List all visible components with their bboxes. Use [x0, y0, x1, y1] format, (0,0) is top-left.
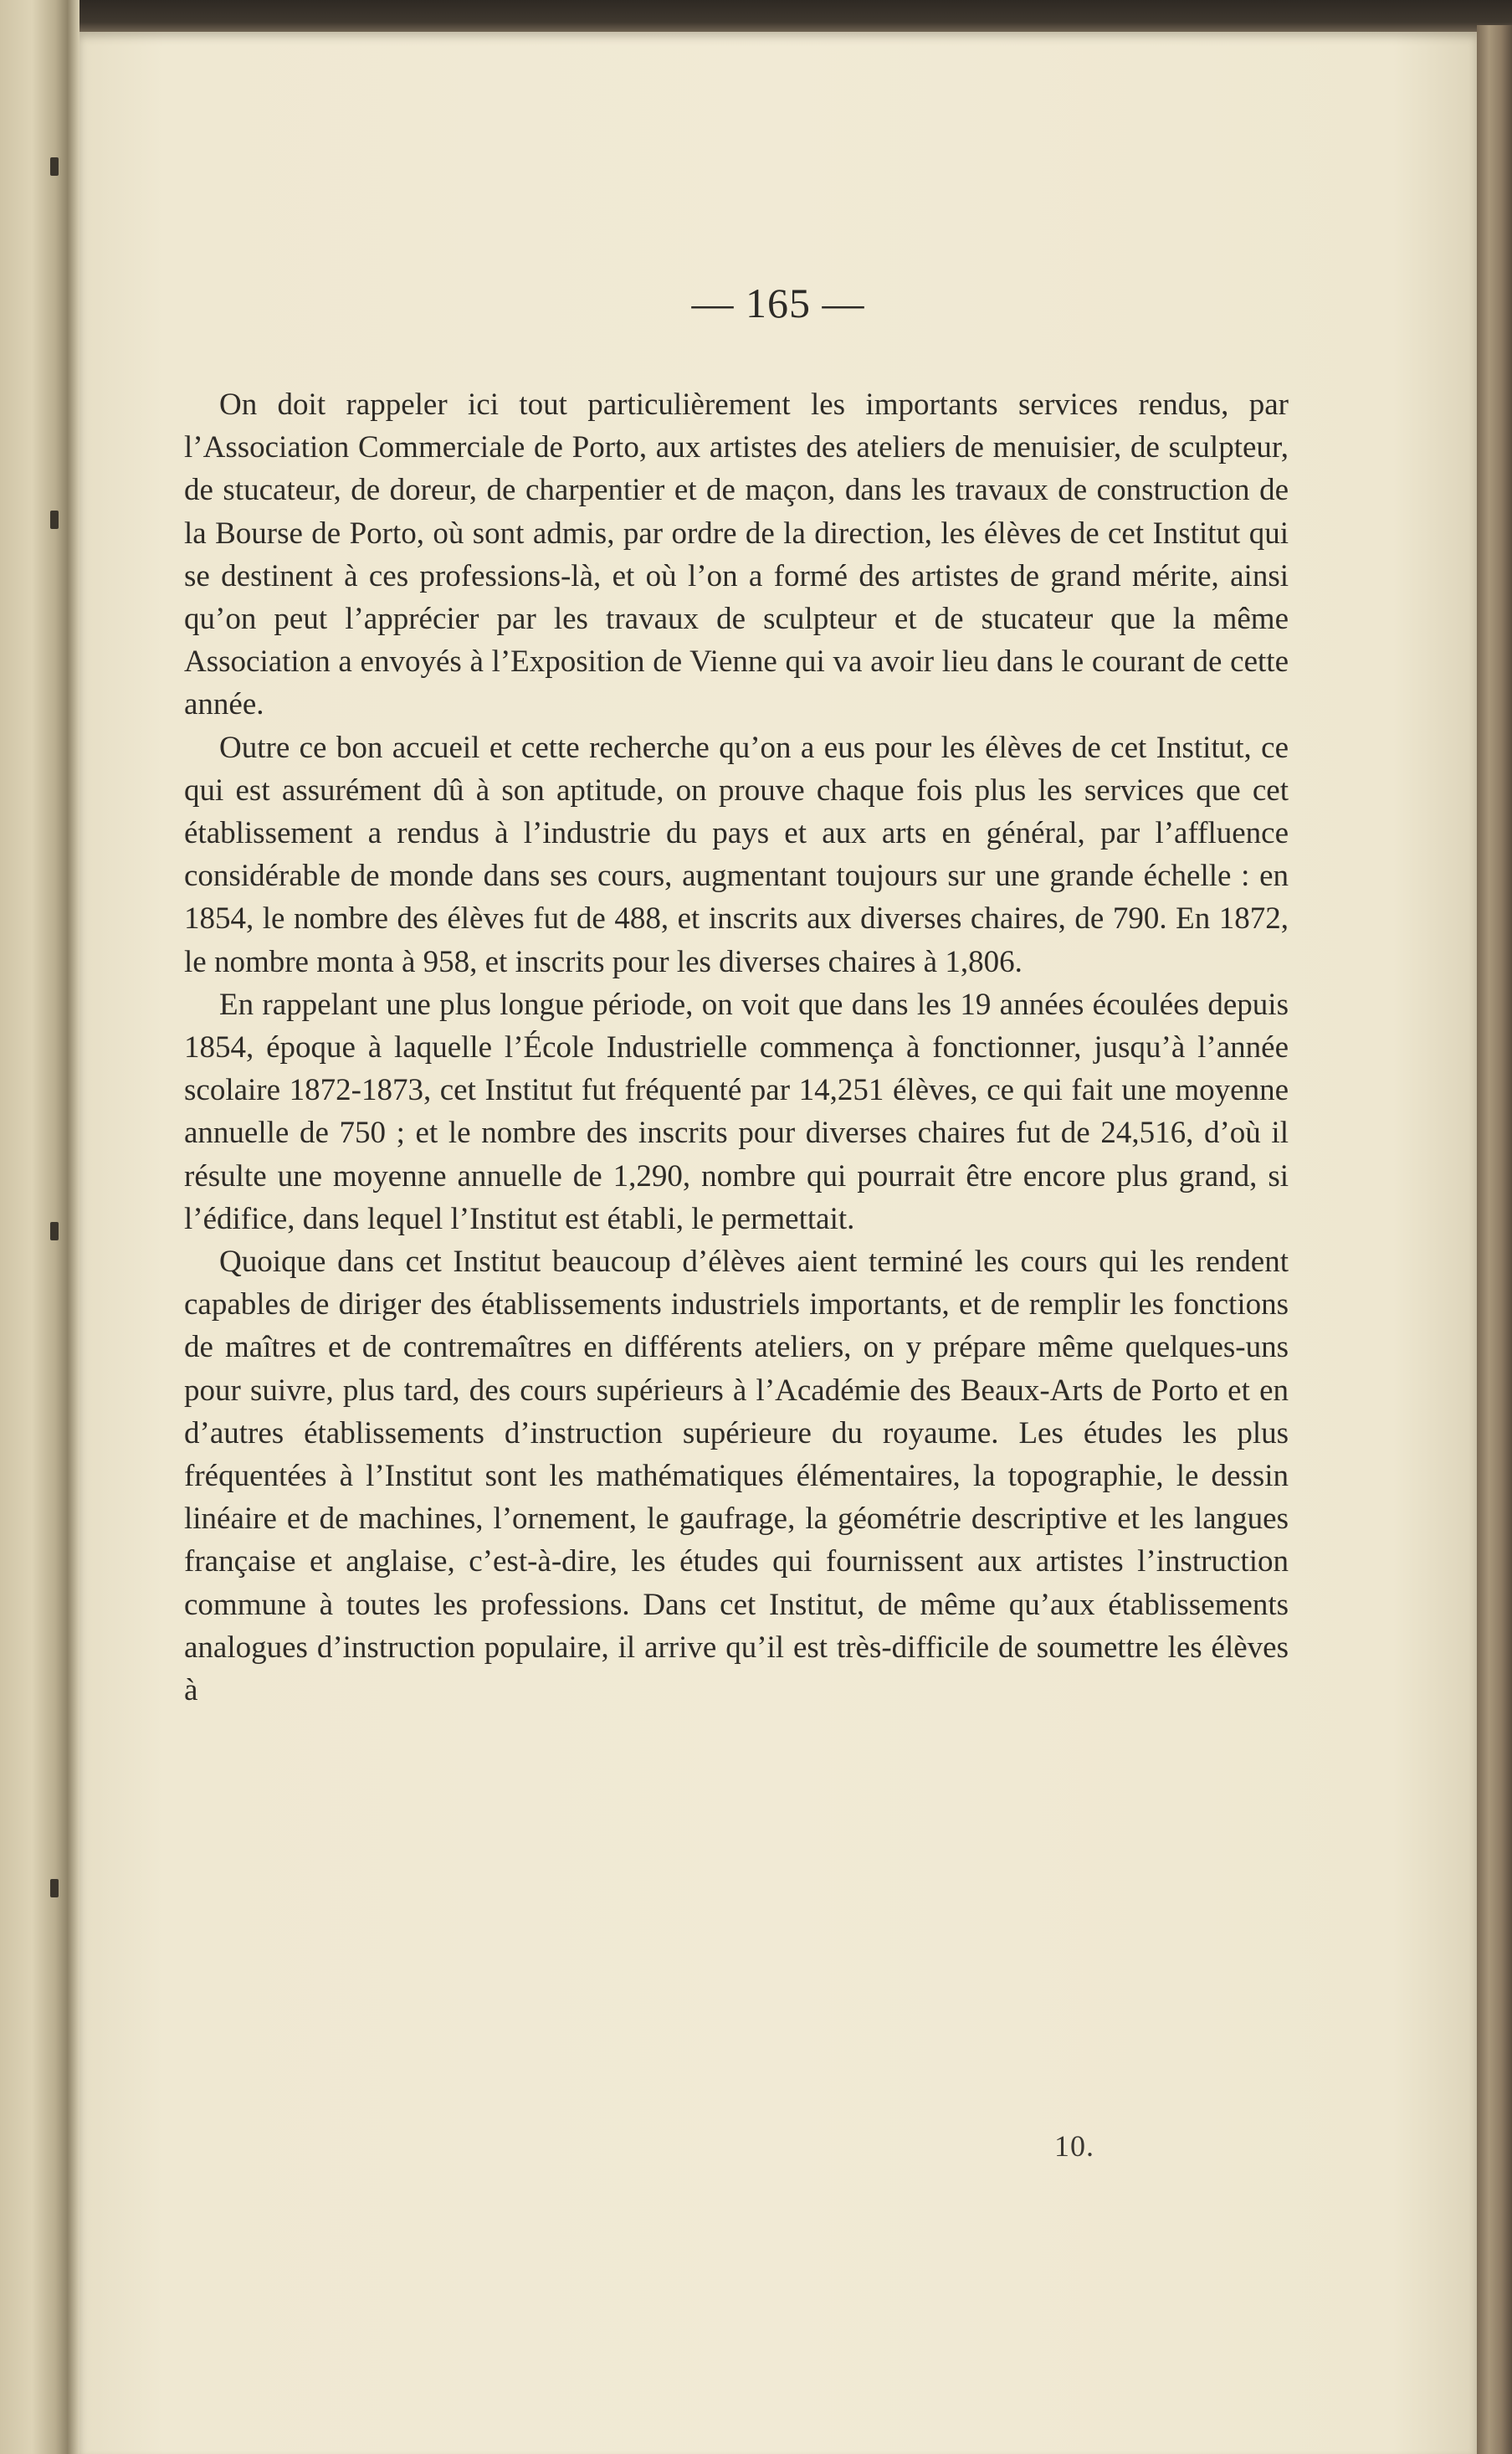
paragraph: En rappelant une plus longue période, on voit que dans les 19 années écoulées depuis 1854, époque à laquelle l’École Industrielle commença à fonctionner, jusqu’à l’année scolaire 1872-1873, cet Institut fut fréquenté par 14,251 élèves, ce qui fait une moyenne annuelle de 750 ; et le nombre des inscrits pour diverses chaires fut de 24,516, d’où il résulte une moyenne annuelle de 1,290, nombre qui pourrait être encore plus grand, si l’édifice, dans lequel l’Institut est établi, le permettait. [184, 987, 1289, 1236]
right-page-edge [1477, 25, 1512, 2454]
binding-mark [50, 157, 59, 176]
book-page [79, 32, 1477, 2454]
paragraph: Outre ce bon accueil et cette recherche qu’on a eus pour les élèves de cet Institut, ce qui est assurément dû à son aptitude, on prouve chaque fois plus les services que cet établissement a rendus à l’industrie du pays et aux arts en général, par l’affluence considérable de monde dans ses cours, augmentant toujours sur une grande échelle : en 1854, le nombre des élèves fut de 488, et inscrits aux diverses chaires, de 790. En 1872, le nombre monta à 958, et inscrits pour les diverses chaires à 1,806. [184, 730, 1289, 979]
signature-mark: 10. [1054, 2129, 1094, 2163]
binding-edge [0, 0, 79, 2454]
binding-mark [50, 1222, 59, 1240]
paragraph: Quoique dans cet Institut beaucoup d’élèves aient terminé les cours qui les rendent capables de diriger des établissements industriels importants, et de remplir les fonctions de maîtres et de contremaîtres en différents ateliers, on y prépare même quelques-uns pour suivre, plus tard, des cours supérieurs à l’Académie des Beaux-Arts de Porto et en d’autres établissements d’instruction supérieure du royaume. Les études les plus fréquentées à l’Institut sont les mathématiques élémentaires, la topographie, le dessin linéaire et de machines, l’ornement, le gaufrage, la géométrie descriptive et les langues française et anglaise, c’est-à-dire, les études qui fournissent aux artistes l’instruction commune à toutes les professions. Dans cet Institut, de même qu’aux établissements analogues d’instruction populaire, il arrive qu’il est très-difficile de soumettre les élèves à [184, 1245, 1289, 1708]
top-shadow [79, 0, 1512, 32]
page-number: — 165 — [691, 280, 865, 326]
body-text [184, 383, 1289, 1712]
binding-mark [50, 511, 59, 529]
paragraph: On doit rappeler ici tout particulièrement les importants services rendus, par l’Association Commerciale de Porto, aux artistes des ateliers de menuisier, de sculpteur, de stucateur, de doreur, de charpentier et de maçon, dans les travaux de construction de la Bourse de Porto, où sont admis, par ordre de la direction, les élèves de cet Institut qui se destinent à ces professions-là, et où l’on a formé des artistes de grand mérite, ainsi qu’on peut l’apprécier par les travaux de sculpteur et de stucateur que la même Association a envoyés à l’Exposition de Vienne qui va avoir lieu dans le courant de cette année. [184, 388, 1289, 722]
binding-mark [50, 1879, 59, 1897]
